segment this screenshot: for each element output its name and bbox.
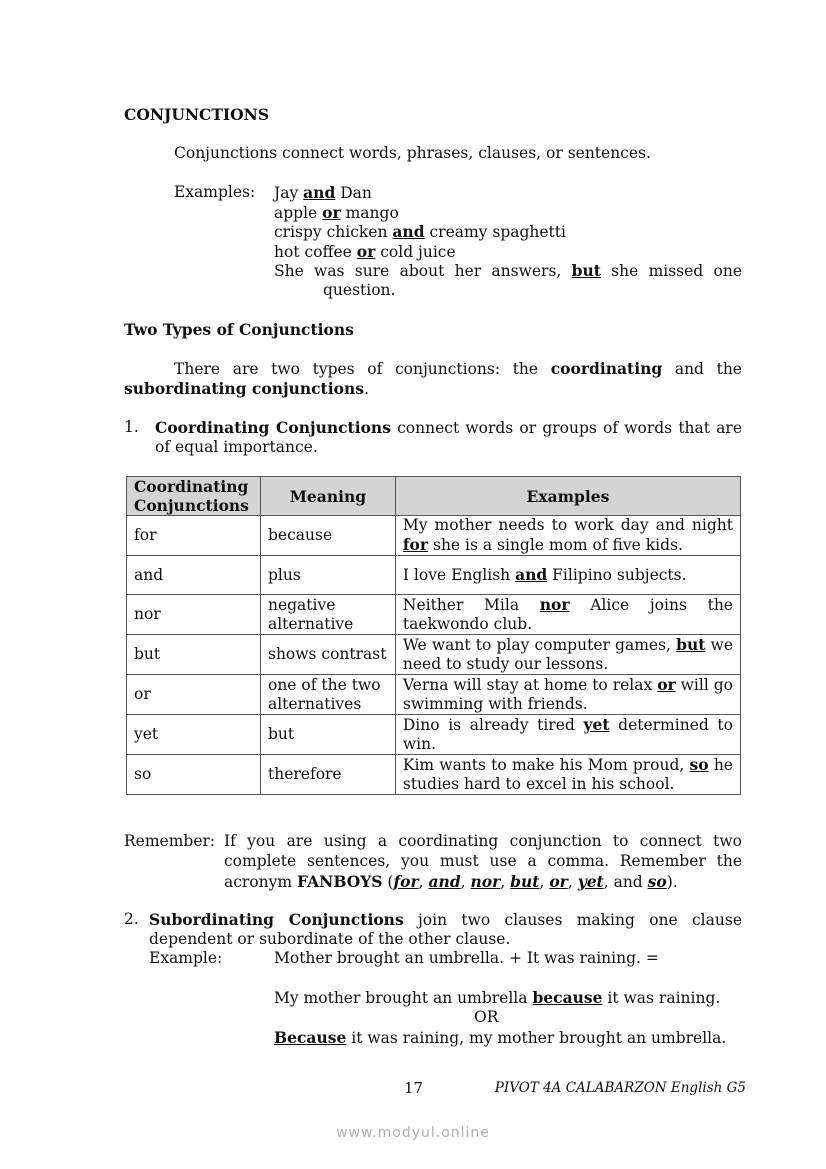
meaning-cell: but — [260, 715, 395, 755]
or-divider: OR — [474, 1008, 499, 1026]
table-row — [127, 635, 741, 675]
example-item: She was sure about her answers, but she missed one — [274, 261, 743, 280]
example-cell: Neither Mila nor Alice joins the taekwondo club. — [395, 595, 740, 635]
example-item: Jay and Dan — [274, 183, 372, 202]
example-cell: Verna will stay at home to relax or will go swimming with friends. — [395, 675, 740, 715]
example-item: hot coffee or cold juice — [274, 242, 456, 261]
list-number: 2. — [124, 910, 139, 928]
conjunction-cell: but — [127, 635, 261, 675]
examples-label: Examples: — [174, 183, 256, 201]
intro-text: Conjunctions connect words, phrases, clauses, or sentences. — [174, 144, 651, 162]
meaning-cell: therefore — [260, 755, 395, 795]
example-result: My mother brought an umbrella because it was raining. — [274, 988, 721, 1007]
conjunction-cell: so — [127, 755, 261, 795]
column-header: Examples — [395, 477, 740, 516]
remember-label: Remember: — [124, 832, 216, 850]
watermark: www.modyul.online — [336, 1125, 490, 1141]
meaning-cell: because — [260, 516, 395, 556]
conjunction-cell: yet — [127, 715, 261, 755]
list-number: 1. — [124, 418, 139, 436]
page-title: CONJUNCTIONS — [124, 105, 270, 124]
coordinating-definition: Coordinating Conjunctions connect words or groups of words that are — [155, 418, 742, 437]
conjunction-cell: for — [127, 516, 261, 556]
conjunction-cell: and — [127, 556, 261, 595]
coordinating-definition-continuation: of equal importance. — [155, 438, 318, 456]
conjunction-cell: or — [127, 675, 261, 715]
example-result: Because it was raining, my mother brought an umbrella. — [274, 1028, 727, 1047]
meaning-cell: plus — [260, 556, 395, 595]
types-intro-continuation: subordinating conjunctions. — [124, 379, 369, 398]
table-row — [127, 715, 741, 755]
column-header: Coordinating Conjunctions — [127, 477, 261, 516]
example-cell: I love English and Filipino subjects. — [395, 556, 740, 595]
page-number: 17 — [404, 1079, 424, 1097]
example-cell: My mother needs to work day and night for she is a single mom of five kids. — [395, 516, 740, 556]
example-line: Mother brought an umbrella. + It was raining. = — [274, 949, 659, 967]
example-label: Example: — [149, 949, 223, 967]
remember-text: If you are using a coordinating conjunction to connect two — [224, 832, 742, 850]
remember-text: acronym FANBOYS (for, and, nor, but, or, yet, and so). — [224, 872, 678, 891]
meaning-cell: negative alternative — [260, 595, 395, 635]
example-cell: Kim wants to make his Mom proud, so he studies hard to excel in his school. — [395, 755, 740, 795]
example-item: crispy chicken and creamy spaghetti — [274, 222, 566, 241]
meaning-cell: shows contrast — [260, 635, 395, 675]
footer-source: PIVOT 4A CALABARZON English G5 — [494, 1080, 746, 1096]
subordinating-definition: Subordinating Conjunctions join two clauses making one clause — [149, 910, 742, 929]
table-row — [127, 556, 741, 595]
column-header: Meaning — [260, 477, 395, 516]
table-header-row — [127, 477, 741, 516]
subordinating-definition-continuation: dependent or subordinate of the other clause. — [149, 930, 511, 948]
remember-text: complete sentences, you must use a comma. Remember the — [224, 852, 742, 870]
meaning-cell: one of the two alternatives — [260, 675, 395, 715]
section-heading: Two Types of Conjunctions — [124, 320, 354, 339]
example-item: apple or mango — [274, 203, 399, 222]
example-cell: Dino is already tired yet determined to win. — [395, 715, 740, 755]
table-row — [127, 516, 741, 556]
table-row — [127, 755, 741, 795]
example-cell: We want to play computer games, but we need to study our lessons. — [395, 635, 740, 675]
example-item-continuation: question. — [323, 281, 396, 299]
conjunction-cell: nor — [127, 595, 261, 635]
coordinating-conjunctions-table — [126, 476, 741, 795]
types-intro: There are two types of conjunctions: the coordinating and the — [174, 359, 742, 378]
table-row — [127, 675, 741, 715]
table-row — [127, 595, 741, 635]
